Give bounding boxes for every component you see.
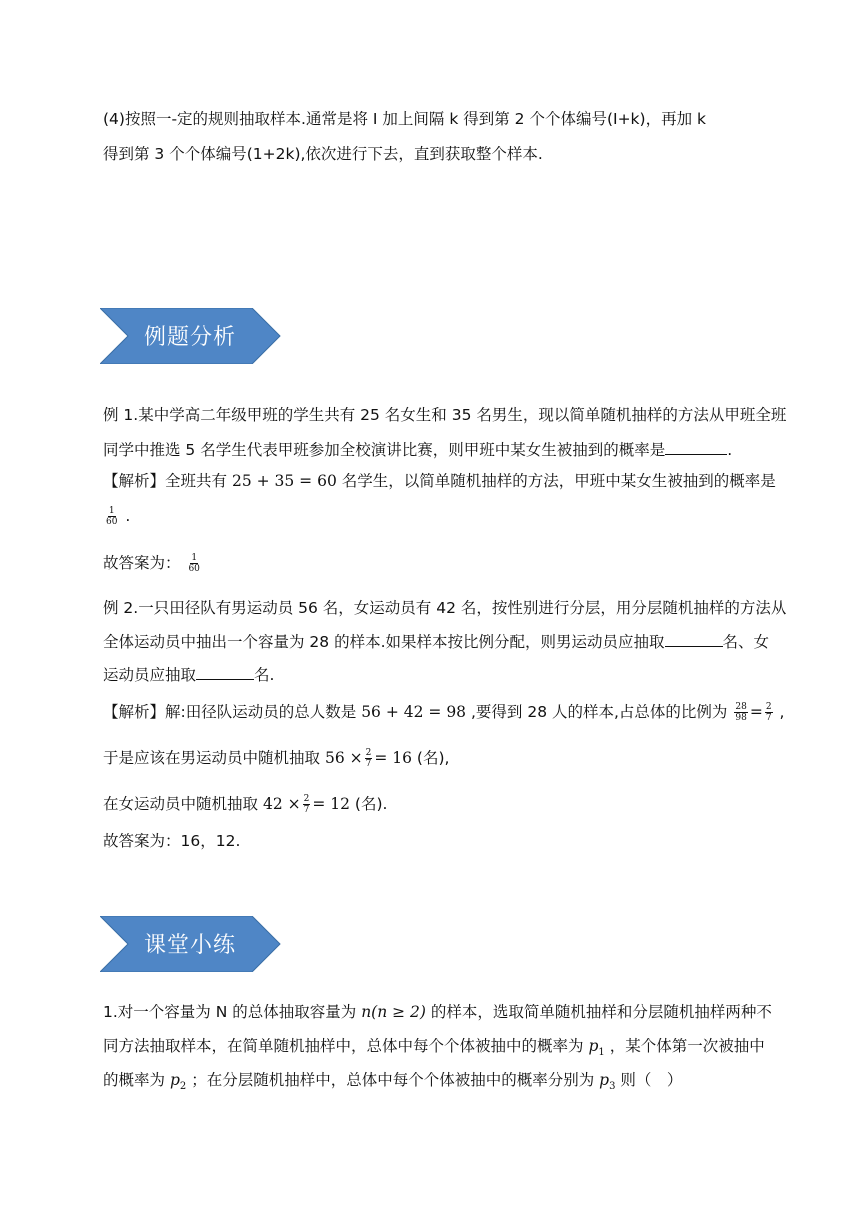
fraction: $\frac{2}{7}$ (365, 748, 372, 769)
answer-blank (665, 440, 727, 455)
example2-answer: 故答案为：16，12. (103, 832, 241, 850)
example2-line-3: 运动员应抽取 名. (103, 666, 275, 684)
answer-blank-male (665, 632, 723, 647)
ratio-fraction: $\frac{28}{98}$ (735, 702, 747, 723)
example2-analysis: 【解析】解:田径队运动员的总人数是 56 + 42 = 98 ,要得到 28 人的样本,占总体的比例为 $\frac{28}{98}$ = $\frac{2}{7}$ , (103, 702, 785, 723)
analysis-tag: 【解析】 (103, 703, 166, 721)
fraction: $\frac{1}{60}$ (106, 506, 118, 527)
example1-analysis: 【解析】全班共有 25 + 35 = 60 名学生，以简单随机抽样的方法，甲班中某女生被抽到的概率是 (103, 472, 776, 490)
example2-female-calc: 在女运动员中随机抽取 42 × $\frac{2}{7}$ = 12 (名). (103, 794, 388, 815)
example2-line-2: 全体运动员中抽出一个容量为 28 的样本.如果样本按比例分配，则男运动员应抽取 名、女 (103, 633, 770, 651)
example1-line-2: 同学中推选 5 名学生代表甲班参加全校演讲比赛，则甲班中某女生被抽到的概率是 . (103, 441, 733, 459)
fraction: $\frac{2}{7}$ (303, 794, 310, 815)
math-expression: n(n ≥ 2) (361, 1003, 426, 1021)
example2-male-calc: 于是应该在男运动员中随机抽取 56 × $\frac{2}{7}$ = 16 (名), (103, 748, 450, 769)
math-expression: 56 + 42 = 98 (361, 703, 467, 721)
exercise1-line-3: 的概率为 $p_2$ ；在分层随机抽样中，总体中每个个体被抽中的概率分别为 $p_3$ 则（ ） (103, 1071, 683, 1093)
example1-fraction-line: $\frac{1}{60}$ . (106, 506, 131, 527)
intro-line-1: (4)按照一-定的规则抽取样本.通常是将 I 加上间隔 k 得到第 2 个个体编号(I+k)，再加 k (103, 110, 706, 128)
section-title: 课堂小练 (144, 933, 237, 958)
exercise1-line-1: 1.对一个容量为 N 的总体抽取容量为 n(n ≥ 2) 的样本，选取简单随机抽样和分层随机抽样两种不 (103, 1003, 772, 1021)
answer-fraction: $\frac{1}{60}$ (188, 553, 200, 574)
example2-line-1: 例 2.一只田径队有男运动员 56 名，女运动员有 42 名，按性别进行分层，用分层随机抽样的方法从 (103, 599, 787, 617)
example1-answer: 故答案为： $\frac{1}{60}$ (103, 553, 200, 574)
intro-line-2: 得到第 3 个个体编号(1+2k),依次进行下去，直到获取整个样本. (103, 145, 543, 163)
section-title: 例题分析 (144, 325, 237, 350)
ratio-fraction-simplified: $\frac{2}{7}$ (765, 702, 772, 723)
answer-blank-female (196, 665, 254, 680)
exercise1-line-2: 同方法抽取样本，在简单随机抽样中，总体中每个个体被抽中的概率为 $p_1$ ，某个体第一次被抽中 (103, 1037, 765, 1059)
math-expression: 25 + 35 = 60 (231, 472, 337, 490)
analysis-tag: 【解析】 (103, 472, 166, 490)
section-banner-class-practice (100, 916, 282, 972)
example1-line-1: 例 1.某中学高二年级甲班的学生共有 25 名女生和 35 名男生，现以简单随机抽样的方法从甲班全班 (103, 406, 787, 424)
section-banner-example-analysis (100, 308, 282, 364)
